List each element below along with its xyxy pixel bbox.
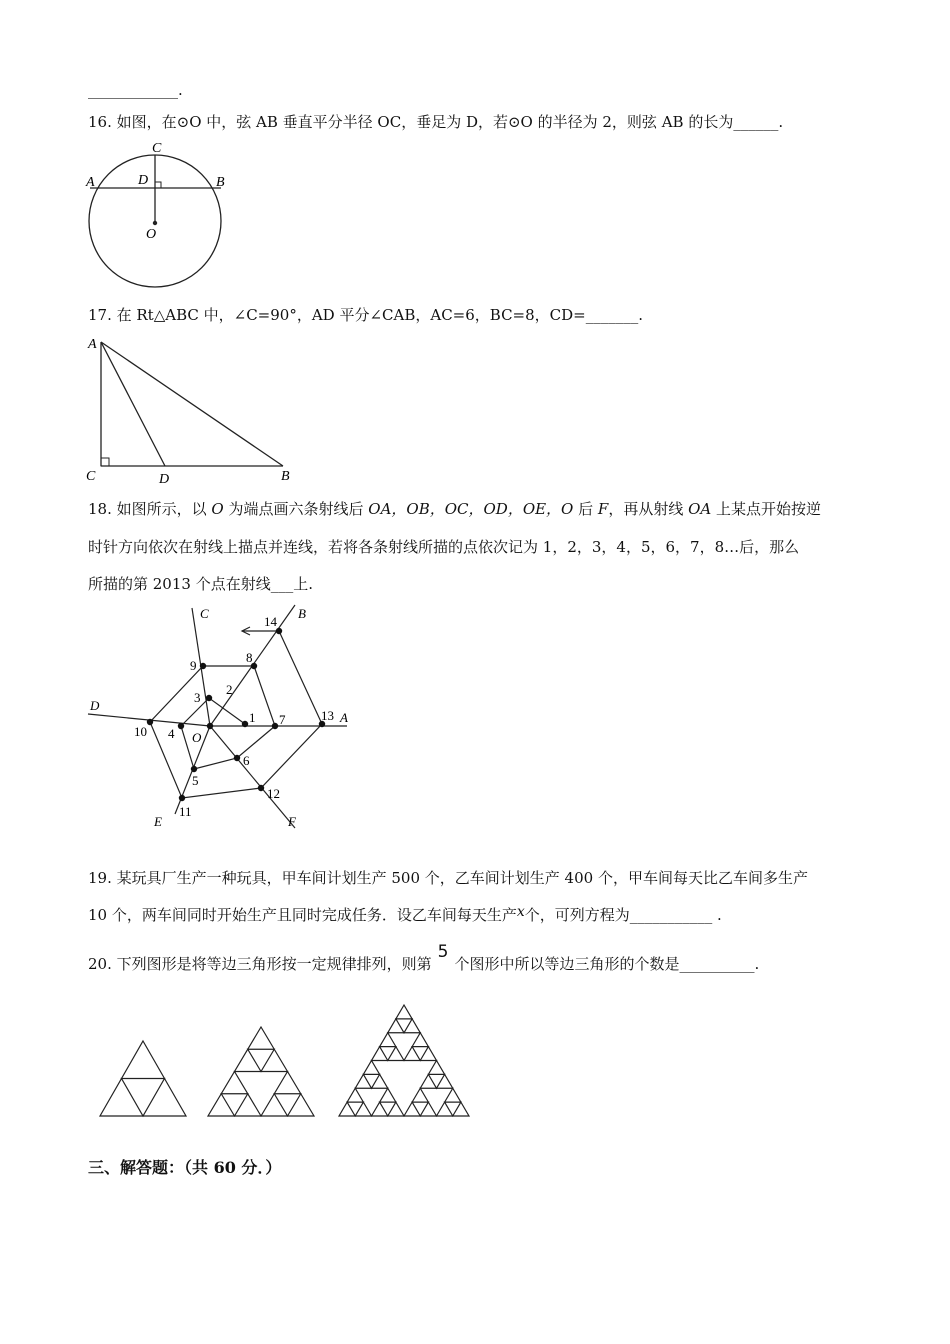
point-label-8: 8	[246, 650, 253, 665]
point-label-7: 7	[279, 712, 286, 727]
point-label-3: 3	[194, 690, 201, 705]
label-B: B	[281, 469, 290, 484]
point-label-12: 12	[267, 786, 280, 801]
label-O: O	[146, 227, 157, 242]
point-label-14: 14	[264, 614, 277, 629]
label-B: B	[298, 606, 306, 621]
label-D: D	[159, 472, 170, 487]
circle-figure	[80, 138, 240, 294]
label-A: A	[340, 710, 348, 725]
point-label-6: 6	[243, 753, 250, 768]
question-19-line-1: 19. 某玩具厂生产一种玩具，甲车间计划生产 500 个，乙车间计划生产 400 个，甲车间每天比乙车间多生产	[88, 869, 808, 887]
question-20-text: 20. 下列图形是将等边三角形按一定规律排列，则第5个图形中所以等边三角形的个数是__________.	[88, 942, 760, 973]
point-label-5: 5	[192, 773, 199, 788]
point-label-9: 9	[190, 658, 197, 673]
question-18-line-3: 所描的第 2013 个点在射线___上.	[88, 575, 313, 593]
question-19-line-2: 10 个，两车间同时开始生产且同时完成任务．设乙车间每天生产x个，可列方程为___________ .	[88, 904, 722, 924]
label-C: C	[86, 469, 96, 484]
label-C: C	[152, 141, 162, 156]
answer-blank-line: ____________.	[88, 81, 183, 99]
point-label-10: 10	[134, 724, 147, 739]
label-D: D	[90, 698, 100, 713]
label-B: B	[216, 175, 225, 190]
point-label-4: 4	[168, 726, 175, 741]
label-D: D	[138, 173, 149, 188]
question-18-line-1: 18. 如图所示，以 O 为端点画六条射线后 OA，OB，OC，OD，OE，O 后 F，再从射线 OA 上某点开始按逆	[88, 500, 822, 518]
point-label-2: 2	[226, 682, 233, 697]
triangles-figure	[90, 1000, 480, 1125]
label-A: A	[86, 175, 95, 190]
question-18-line-2: 时针方向依次在射线上描点并连线，若将各条射线所描的点依次记为 1，2，3，4，5，6，7，8…后，那么	[88, 538, 800, 556]
label-F: F	[288, 814, 296, 829]
question-16-text: 16. 如图，在⊙O 中，弦 AB 垂直平分半径 OC，垂足为 D，若⊙O 的半径为 2，则弦 AB 的长为______.	[88, 113, 784, 131]
label-C: C	[200, 606, 209, 621]
label-O: O	[192, 730, 202, 745]
point-label-13: 13	[321, 708, 334, 723]
triangle-figure	[82, 332, 302, 488]
question-17-text: 17. 在 Rt△ABC 中，∠C=90°，AD 平分∠CAB，AC=6，BC=8，CD=_______.	[88, 306, 644, 324]
section-3-heading: 三、解答题：（共 60 分．）	[88, 1158, 282, 1177]
rays-figure	[82, 600, 357, 836]
point-label-11: 11	[179, 804, 192, 819]
label-A: A	[88, 337, 97, 352]
point-label-1: 1	[249, 710, 256, 725]
label-E: E	[154, 814, 162, 829]
